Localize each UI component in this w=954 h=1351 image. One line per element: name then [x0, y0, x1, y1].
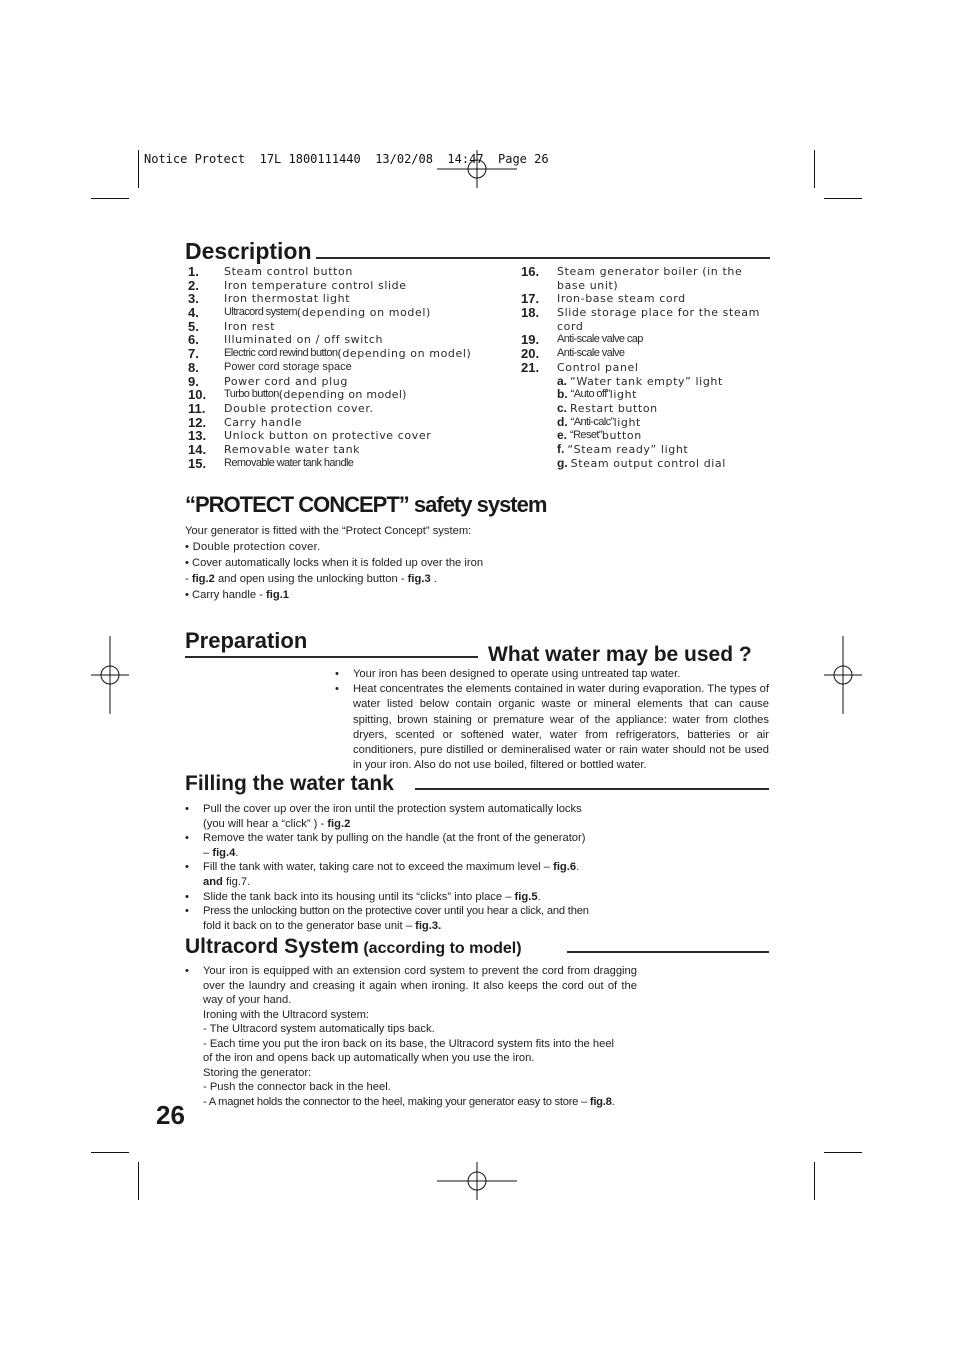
fig-ref: fig.4 [212, 846, 236, 859]
list-item: 9. Power cord and plug [188, 373, 348, 389]
list-item: 16. Steam generator boiler (in the [521, 264, 743, 279]
fig-ref: fig.6 [553, 861, 577, 874]
fig-ref: fig.2 [327, 817, 351, 830]
preparation-rule [185, 656, 478, 658]
preparation-heading: Preparation [185, 628, 308, 653]
filling-bullets [185, 802, 625, 933]
sub-item: d. “Anti-calc” light [557, 414, 641, 429]
sub-item: e. “Reset” button [557, 428, 642, 443]
list-item: • Pull the cover up over the iron until the protection system automatically locks (you will hear a “click” ) - fig.2 [185, 803, 582, 830]
water-bullets [335, 667, 769, 773]
list-item: 11. Double protection cover. [188, 400, 374, 416]
list-item: 19. Anti-scale valve cap [521, 332, 643, 348]
water-heading: What water may be used ? [488, 643, 752, 666]
protect-bullet-4: • Carry handle - fig.1 [185, 589, 290, 601]
registration-mark-left [91, 636, 129, 714]
list-item: 3. Iron thermostat light [188, 291, 351, 307]
list-item: • Press the unlocking button on the protective cover until you hear a click, and then fold it back on to the generator base unit – fig.3. [185, 905, 589, 932]
fig-ref: fig.7 [222, 875, 248, 888]
sub-item: g. Steam output control dial [557, 455, 726, 470]
list-item: • Slide the tank back into its housing until its “clicks” into place – fig.5. [185, 890, 541, 903]
fig-ref: fig.3. [415, 919, 442, 932]
list-item: • Remove the water tank by pulling on the handle (at the front of the generator) – fig.4. [185, 832, 586, 859]
description-heading: Description [185, 238, 312, 264]
protect-bullet-3: - fig.2 and open using the unlocking button - fig.3 . [185, 573, 437, 585]
list-item: 14. Removable water tank [188, 441, 361, 457]
list-item: 12. Carry handle [188, 414, 302, 430]
sub-item: f. “Steam ready” light [557, 441, 689, 456]
description-list-right [521, 265, 760, 470]
protect-concept-body [185, 523, 483, 603]
list-item: 18. Slide storage place for the steam [521, 305, 760, 321]
list-item: 8. Power cord storage space [188, 359, 352, 375]
sub-item: a. “Water tank empty” light [557, 373, 723, 388]
description-rule [316, 257, 770, 259]
ultracord-rule [567, 951, 769, 953]
list-item: 21. Control panel [521, 359, 639, 375]
list-item: • Your iron is equipped with an extension cord system to prevent the cord from dragging over the laundry and creasing it again when ironing. It also keeps the cord out of the way of your hand. Ironing with the Ultracord system: - The Ultracord system automatically tips back. - Each time you put the iron back on its base, the Ultracord system fits into the heel of the iron and opens back up automatically when you use the iron. Storing the generator: - Push the connector back in the heel. - A magnet holds the connector to the heel, making your generator easy to store – fig.8. [185, 965, 637, 1108]
list-item-continuation: base unit) [557, 278, 619, 292]
list-item: 6. Illuminated on / off switch [188, 332, 384, 348]
filling-heading: Filling the water tank [185, 772, 394, 795]
sub-item: b. “Auto off” light [557, 387, 638, 402]
list-item: 17. Iron-base steam cord [521, 291, 686, 307]
fig-ref: fig.3 [407, 573, 431, 585]
list-item: 4. Ultracord system (depending on model) [188, 305, 431, 321]
description-list-left [188, 265, 471, 470]
fig-ref: fig.2 [191, 573, 215, 585]
list-item: 5. Iron rest [188, 318, 276, 334]
registration-mark-right [824, 636, 862, 714]
list-item-continuation: cord [557, 319, 584, 333]
filling-rule [415, 788, 769, 790]
list-item: • Heat concentrates the elements contained in water during evaporation. The types of water listed below contain organic waste or mineral elements that can cause spitting, brown staining or premature wear of the appliance: water from clothes dryers, scented or softened water, water from refrigerators, batteries or air conditioners, pure distilled or demineralised water or rain water should not be used in your iron. Also do not use boiled, filtered or bottled water. [335, 683, 769, 772]
list-item: 15. Removable water tank handle [188, 455, 354, 471]
print-slug: Notice Protect 17L 1800111440 13/02/08 14:47 Page 26 [144, 152, 549, 166]
page-number: 26 [156, 1100, 185, 1130]
list-item: 10. Turbo button (depending on model) [188, 387, 407, 403]
sub-item: c. Restart button [557, 400, 658, 415]
list-item: 2. Iron temperature control slide [188, 277, 407, 293]
fig-ref: fig.1 [266, 589, 290, 601]
list-item: 13. Unlock button on protective cover [188, 428, 432, 444]
list-item: 7. Electric cord rewind button (depending on model) [188, 346, 472, 362]
protect-bullet-1: • Double protection cover. [185, 541, 321, 553]
list-item: • Your iron has been designed to operate using untreated tap water. [335, 668, 681, 680]
ultracord-heading: Ultracord System (according to model) [185, 935, 522, 958]
fig-ref: fig.8 [589, 1095, 612, 1108]
fig-ref: fig.5 [514, 890, 538, 903]
registration-mark-top [437, 150, 517, 188]
registration-mark-bottom [437, 1162, 517, 1200]
list-item: • Fill the tank with water, taking care not to exceed the maximum level – fig.6. and fig.7. [185, 861, 580, 888]
protect-bullet-2: • Cover automatically locks when it is folded up over the iron [185, 557, 484, 569]
list-item: 20. Anti-scale valve [521, 346, 625, 362]
protect-concept-heading: “PROTECT CONCEPT” safety system [185, 492, 547, 517]
list-item: 1. Steam control button [188, 264, 353, 279]
ultracord-body [185, 964, 637, 1109]
protect-intro: Your generator is fitted with the “Protect Concept” system: [185, 525, 472, 537]
